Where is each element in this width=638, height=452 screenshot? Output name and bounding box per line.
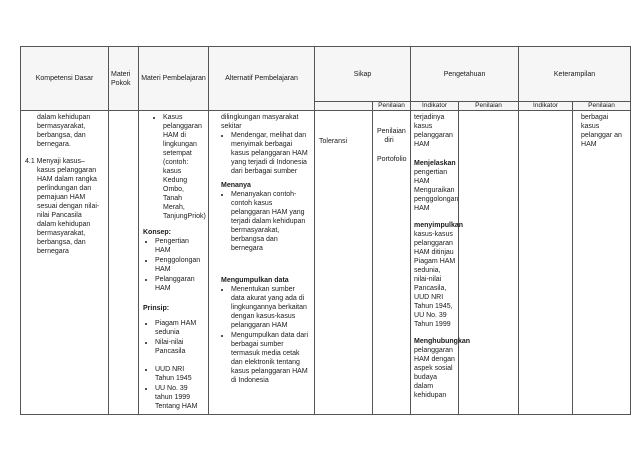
header-sikap: Sikap: [315, 47, 411, 102]
subheader-sikap-penilaian: Penilaian: [373, 102, 411, 111]
konsep-item: • Pengertian HAM: [155, 237, 204, 255]
kd-line: sesuai dengan nilai-: [37, 203, 100, 210]
kompetensi-dasar-cell: [21, 111, 109, 415]
mengumpulkan-item: • Mengumpulkan data dari berbagai sumber termasuk media cetak dan elektronik tentang kasus pelanggaran HAM di Indonesia: [231, 331, 310, 385]
alternatif-pembelajaran-cell: [209, 111, 315, 415]
menjelaskan-label: Menjelaskan: [414, 160, 456, 167]
menyimpulkan-label: menyimpulkan: [414, 222, 464, 229]
konsep-item: • Pelanggaran HAM: [155, 275, 204, 293]
kd-line: HAM dalam rangka: [37, 176, 97, 183]
sikap-penilaian-cell: [373, 111, 411, 415]
indikator-top: terjadinya kasus pelanggaran HAM: [414, 114, 453, 148]
sikap-toleransi: Toleransi: [319, 138, 348, 145]
header-keterampilan: Keterampilan: [519, 47, 631, 102]
uu-item: • UU No. 39 tahun 1999 Tentang HAM: [155, 384, 204, 411]
rpp-table: [20, 46, 631, 415]
menghubungkan-text: pelanggaran HAM dengan aspek sosial budaya dalam kehidupan: [414, 347, 455, 399]
kd-line: berbangsa, dan: [37, 132, 86, 139]
kd-line: bernegara: [37, 248, 69, 255]
kd-line: pemajuan HAM: [37, 194, 86, 201]
subheader-keterampilan-penilaian: Penilaian: [573, 102, 631, 111]
prinsip-item: • Nilai-nilai Pancasila: [155, 338, 204, 356]
kd-line: berbangsa, dan: [37, 239, 86, 246]
uu-item: • UUD NRI Tahun 1945: [155, 365, 204, 383]
portofolio: Portofolio: [377, 156, 407, 163]
menghubungkan-label: Menghubungkan: [414, 338, 471, 345]
konsep-item: • Penggolongan HAM: [155, 256, 204, 274]
kd-line: perlindungan dan: [37, 185, 92, 192]
kd-line: dalam kehidupan: [37, 221, 91, 228]
header-materi-pembelajaran: Materi Pembelajaran: [139, 47, 209, 111]
konsep-title: Konsep:: [143, 229, 171, 236]
keterampilan-indikator-cell: [519, 111, 573, 415]
kd-4-1-title: 4.1 Menyaji kasus–: [25, 158, 85, 165]
kd-line: bernegara.: [37, 141, 71, 148]
alt-intro: dilingkungan masyarakat: [221, 114, 299, 121]
alt-intro: sekitar: [221, 123, 242, 130]
kd-line: bermasyarakat,: [37, 123, 86, 130]
subheader-sikap-blank: [315, 102, 373, 111]
sikap-cell: [315, 111, 373, 415]
kd-line: dalam kehidupan: [37, 114, 91, 121]
materi-kasus-item: • Kasus pelanggaran HAM di lingkungan setempat (contoh: kasus Kedung Ombo, Tanah Merah, TanjungPriok): [163, 113, 204, 221]
pengetahuan-penilaian-cell: [459, 111, 519, 415]
prinsip-title: Prinsip:: [143, 305, 170, 312]
menjelaskan-text: pengertian HAM Menguraikan penggolongan HAM: [414, 169, 459, 212]
keterampilan-penilaian-cell: [573, 111, 631, 415]
header-alternatif-pembelajaran: Alternatif Pembelajaran: [209, 47, 315, 111]
subheader-keterampilan-indikator: Indikator: [519, 102, 573, 111]
alt-mendengar: • Mendengar, melihat dan menyimak berbagai kasus pelanggaran HAM yang terjadi di Indonesia dari berbagai sumber: [231, 131, 310, 176]
kd-line: bermasyarakat,: [37, 230, 86, 237]
menanya-item: • Menanyakan contoh-contoh kasus pelanggaran HAM yang terjadi dalam kehidupan bermasyarakat, berbangsa dan bernegara: [231, 190, 310, 253]
kd-line: kasus pelanggaran: [37, 167, 97, 174]
materi-pembelajaran-cell: [139, 111, 209, 415]
menanya-title: Menanya: [221, 182, 251, 189]
prinsip-item: • Piagam HAM sedunia: [155, 319, 204, 337]
subheader-pengetahuan-indikator: Indikator: [411, 102, 459, 111]
kd-line: nilai Pancasila: [37, 212, 82, 219]
subheader-pengetahuan-penilaian: Penilaian: [459, 102, 519, 111]
mengumpulkan-title: Mengumpulkan data: [221, 277, 289, 284]
header-materi-pokok-label: Materi Pokok: [111, 70, 131, 87]
keterampilan-penilaian-text: berbagai kasus pelanggar an HAM: [581, 114, 622, 148]
menyimpulkan-text: kasus-kasus pelanggaran HAM ditinjau Piagam HAM sedunia, nilai-nilai Pancasila, UUD NRI Tahun 1945, UU No. 39 Tahun 1999: [414, 231, 456, 328]
penilaian-diri: Penilaian diri: [377, 128, 406, 144]
materi-pokok-cell: [109, 111, 139, 415]
pengetahuan-indikator-cell: [411, 111, 471, 415]
mengumpulkan-item: • Menentukan sumber data akurat yang ada di lingkungannya berkaitan dengan kasus-kasus pelanggaran HAM: [231, 285, 310, 330]
header-pengetahuan: Pengetahuan: [411, 47, 519, 102]
header-kompetensi-dasar: Kompetensi Dasar: [21, 47, 109, 111]
header-materi-pokok: [109, 47, 139, 111]
